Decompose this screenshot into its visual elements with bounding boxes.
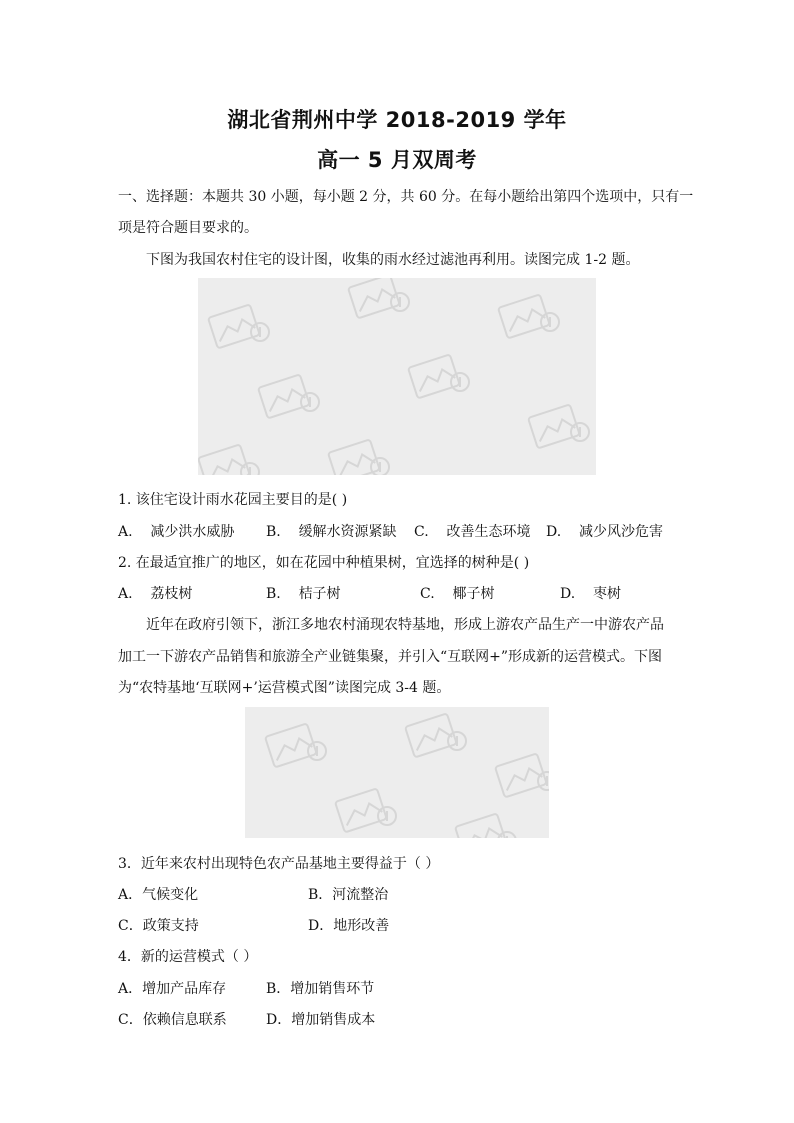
q1-option-b[interactable] [266,521,397,541]
q3-option-b[interactable] [308,884,388,904]
q4-option-a[interactable] [118,978,226,998]
q4-option-d[interactable] [266,1009,375,1029]
q1-option-c[interactable] [414,521,530,541]
option-label: D． [308,918,334,934]
q3-option-a[interactable] [118,884,198,904]
option-text: 改善生态环境 [446,524,531,540]
q4-option-b[interactable] [266,978,374,998]
exam-title: 湖北省荆州中学 2018-2019 学年 [227,108,567,132]
option-label: C. [414,524,429,540]
option-label: A． [118,887,143,903]
option-label: C． [118,918,143,934]
q2-option-c[interactable] [420,583,494,603]
option-text: 增加销售成本 [291,1012,376,1028]
q3-option-c[interactable] [118,915,199,935]
option-text: 地形改善 [333,918,390,934]
intro-paragraph-1: 下图为我国农村住宅的设计图，收集的雨水经过滤池再利用。读图完成 1-2 题。 [146,252,640,268]
option-text: 依赖信息联系 [142,1012,227,1028]
exam-subtitle: 高一 5 月双周考 [317,148,477,172]
question-2-stem: 2. 在最适宜推广的地区，如在花园中种植果树，宜选择的树种是( ) [118,555,530,571]
option-label: A． [118,981,143,997]
q2-option-d[interactable] [560,583,621,603]
option-label: A. [118,586,133,602]
option-text: 荔枝树 [150,586,193,602]
option-text: 枣树 [593,586,621,602]
option-label: C． [118,1012,143,1028]
option-text: 缓解水资源紧缺 [298,524,397,540]
option-label: C. [420,586,435,602]
option-text: 增加产品库存 [142,981,227,997]
house-design-figure [198,278,596,475]
q2-option-b[interactable] [266,583,341,603]
option-text: 气候变化 [142,887,199,903]
q1-option-a[interactable] [118,521,234,541]
question-1-stem: 1. 该住宅设计雨水花园主要目的是( ) [118,492,348,508]
option-text: 增加销售环节 [290,981,375,997]
image-placeholder-icon [245,707,549,838]
option-label: B． [308,887,333,903]
q2-option-a[interactable] [118,583,192,603]
image-placeholder-icon [198,278,596,475]
option-label: B. [266,586,281,602]
option-label: D. [546,524,562,540]
option-text: 减少风沙危害 [579,524,663,540]
option-text: 椰子树 [452,586,495,602]
option-label: D． [266,1012,292,1028]
question-4-stem: 4．新的运营模式（ ） [118,949,258,965]
q1-option-d[interactable] [546,521,663,541]
intro-paragraph-2-line3: 为“农特基地‘互联网+’运营模式图”读图完成 3-4 题。 [118,680,451,696]
intro-paragraph-2-line2: 加工一下游农产品销售和旅游全产业链集聚，并引入“互联网+”形成新的运营模式。下图 [118,649,663,665]
option-label: B. [266,524,281,540]
section-instruction-line2: 项是符合题目要求的。 [118,220,258,236]
question-3-stem: 3．近年来农村出现特色农产品基地主要得益于（ ） [118,856,440,872]
q3-option-d[interactable] [308,915,389,935]
operation-model-figure [245,707,549,838]
intro-paragraph-2-line1: 近年在政府引领下，浙江多地农村涌现农特基地，形成上游农产品生产一中游农产品 [146,617,664,633]
option-text: 桔子树 [298,586,341,602]
option-label: A. [118,524,133,540]
section-instruction-line1: 一、选择题：本题共 30 小题，每小题 2 分，共 60 分。在每小题给出第四个选项中，只有一 [118,189,694,205]
option-label: D. [560,586,576,602]
q4-option-c[interactable] [118,1009,227,1029]
option-label: B． [266,981,291,997]
option-text: 减少洪水威胁 [150,524,235,540]
option-text: 河流整治 [332,887,389,903]
option-text: 政策支持 [142,918,199,934]
